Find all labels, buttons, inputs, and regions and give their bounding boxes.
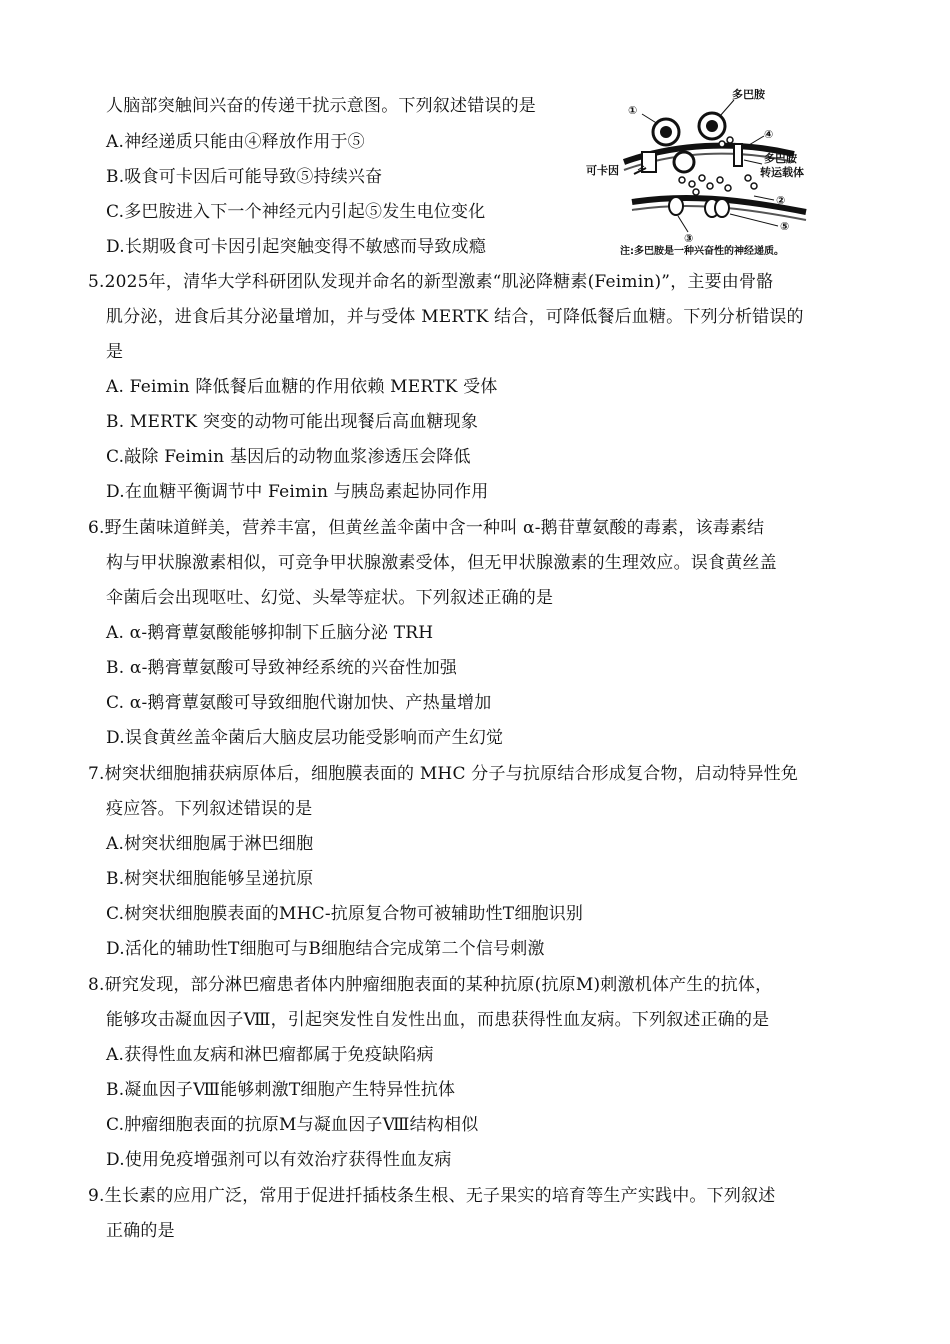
label-5: ⑤ xyxy=(780,220,790,233)
vesicle-releasing xyxy=(674,152,694,172)
q4-option-b: B.吸食可卡因后可能导致⑤持续兴奋 xyxy=(106,167,383,187)
q6-stem-line2: 构与甲状腺激素相似，可竞争甲状腺激素受体，但无甲状腺激素的生理效应。误食黄丝盖 xyxy=(106,553,777,573)
q6-option-d: D.误食黄丝盖伞菌后大脑皮层功能受影响而产生幻觉 xyxy=(106,728,504,748)
q5-option-b: B. MERTK 突变的动物可能出现餐后高血糖现象 xyxy=(106,412,479,432)
q5-stem-line3: 是 xyxy=(106,342,124,362)
q7-option-b: B.树突状细胞能够呈递抗原 xyxy=(106,869,314,889)
q5-stem-line2: 肌分泌，进食后其分泌量增加，并与受体 MERTK 结合，可降低餐后血糖。下列分析错误的 xyxy=(106,307,804,327)
q6-stem-line3: 伞菌后会出现呕吐、幻觉、头晕等症状。下列叙述正确的是 xyxy=(106,588,554,608)
label-2: ② xyxy=(776,194,786,207)
q7-option-a: A.树突状细胞属于淋巴细胞 xyxy=(106,834,314,854)
q8-option-d: D.使用免疫增强剂可以有效治疗获得性血友病 xyxy=(106,1150,452,1170)
q8-option-c: C.肿瘤细胞表面的抗原M与凝血因子Ⅷ结构相似 xyxy=(106,1115,479,1135)
vesicle-2 xyxy=(699,113,725,139)
dopamine-transporter xyxy=(734,144,742,166)
q7-stem-line1: 7.树突状细胞捕获病原体后，细胞膜表面的 MHC 分子与抗原结合形成复合物，启动特异性免 xyxy=(88,764,799,784)
q8-option-a: A.获得性血友病和淋巴瘤都属于免疫缺陷病 xyxy=(106,1045,434,1065)
q6-option-a: A. α-鹅膏蕈氨酸能够抑制下丘脑分泌 TRH xyxy=(106,623,434,643)
label-3: ③ xyxy=(684,232,694,245)
q8-stem-line2: 能够攻击凝血因子Ⅷ，引起突发性自发性出血，而患获得性血友病。下列叙述正确的是 xyxy=(106,1010,770,1030)
q7-option-d: D.活化的辅助性T细胞可与B细胞结合完成第二个信号刺激 xyxy=(106,939,545,959)
q7-option-c: C.树突状细胞膜表面的MHC-抗原复合物可被辅助性T细胞识别 xyxy=(106,904,584,924)
q6-option-c: C. α-鹅膏蕈氨酸可导致细胞代谢加快、产热量增加 xyxy=(106,693,492,713)
q7-stem-line2: 疫应答。下列叙述错误的是 xyxy=(106,799,313,819)
q6-stem-line1: 6.野生菌味道鲜美，营养丰富，但黄丝盖伞菌中含一种叫 α-鹅苷蕈氨酸的毒素，该毒素结 xyxy=(88,518,765,538)
q8-option-b: B.凝血因子Ⅷ能够刺激T细胞产生特异性抗体 xyxy=(106,1080,456,1100)
q5-stem-line1: 5.2025年，清华大学科研团队发现并命名的新型激素“肌泌降糖素(Feimin)”，主要由骨骼 xyxy=(88,272,774,292)
label-cocaine: 可卡因 xyxy=(586,164,619,177)
synapse-diagram xyxy=(584,82,844,258)
label-dopamine: 多巴胺 xyxy=(732,88,765,101)
q9-stem-line2: 正确的是 xyxy=(106,1221,175,1241)
figure-note: 注:多巴胺是一种兴奋性的神经递质。 xyxy=(620,246,784,257)
q4-stem-tail: 人脑部突触间兴奋的传递干扰示意图。下列叙述错误的是 xyxy=(106,96,536,116)
q6-option-b: B. α-鹅膏蕈氨酸可导致神经系统的兴奋性加强 xyxy=(106,658,458,678)
q5-option-c: C.敲除 Feimin 基因后的动物血浆渗透压会降低 xyxy=(106,447,471,467)
q5-option-a: A. Feimin 降低餐后血糖的作用依赖 MERTK 受体 xyxy=(106,377,498,397)
label-1: ① xyxy=(628,104,638,117)
q4-option-c: C.多巴胺进入下一个神经元内引起⑤发生电位变化 xyxy=(106,202,486,222)
receptor-3 xyxy=(669,197,683,215)
q5-option-d: D.在血糖平衡调节中 Feimin 与胰岛素起协同作用 xyxy=(106,482,489,502)
q9-stem-line1: 9.生长素的应用广泛，常用于促进扦插枝条生根、无子果实的培育等生产实践中。下列叙述 xyxy=(88,1186,776,1206)
label-transporter-line2: 转运载体 xyxy=(760,166,804,179)
receptor-5 xyxy=(705,199,729,217)
label-transporter-line1: 多巴胺 xyxy=(764,152,797,165)
q4-option-a: A.神经递质只能由④释放作用于⑤ xyxy=(106,132,365,152)
q4-option-d: D.长期吸食可卡因引起突触变得不敏感而导致成瘾 xyxy=(106,237,487,257)
q8-stem-line1: 8.研究发现，部分淋巴瘤患者体内肿瘤细胞表面的某种抗原(抗原M)刺激机体产生的抗体， xyxy=(88,975,773,995)
label-4: ④ xyxy=(764,128,774,141)
